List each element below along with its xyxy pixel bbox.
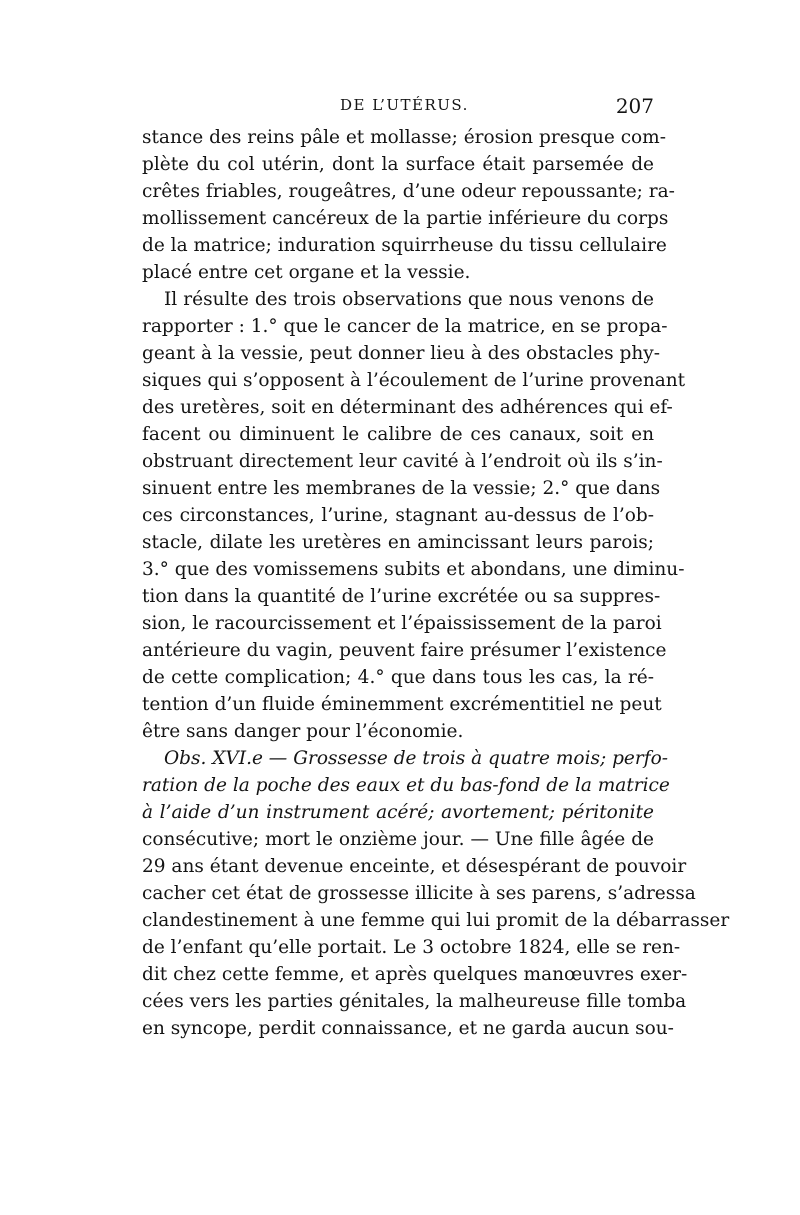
text-line: obstruant directement leur cavité à l’endroit où ils s’in- <box>142 451 663 472</box>
text-line: tion dans la quantité de l’urine excrétée ou sa suppres- <box>142 586 661 607</box>
text-line: ces circonstances, l’urine, stagnant au-dessus de l’ob- <box>142 505 654 526</box>
text-line: 3.° que des vomissemens subits et abondans, une diminu- <box>142 559 685 580</box>
body-text <box>142 124 730 1042</box>
text-line: de la matrice; induration squirrheuse du tissu cellulaire <box>142 235 667 256</box>
text-line: consécutive; mort le onzième jour. — Une fille âgée de <box>142 829 654 850</box>
text-line: sion, le racourcissement et l’épaississement de la paroi <box>142 613 662 634</box>
text-line: stacle, dilate les uretères en amincissant leurs parois; <box>142 532 654 553</box>
text-line: rapporter : 1.° que le cancer de la matrice, en se propa- <box>142 316 668 337</box>
observation-heading-line: ration de la poche des eaux et du bas-fond de la matrice <box>142 775 670 796</box>
text-line: cacher cet état de grossesse illicite à ses parens, s’adressa <box>142 883 696 904</box>
text-line: geant à la vessie, peut donner lieu à des obstacles phy- <box>142 343 660 364</box>
page-number: 207 <box>615 94 654 118</box>
text-line: sinuent entre les membranes de la vessie; 2.° que dans <box>142 478 661 499</box>
text-line: mollissement cancéreux de la partie inférieure du corps <box>142 208 669 229</box>
text-line: siques qui s’opposent à l’écoulement de l’urine provenant <box>142 370 686 391</box>
observation-heading-line: Obs. XVI.e — Grossesse de trois à quatre mois; perfo- <box>164 748 668 769</box>
text-line: plète du col utérin, dont la surface était parsemée de <box>142 154 654 175</box>
text-line: 29 ans étant devenue enceinte, et désespérant de pouvoir <box>142 856 687 877</box>
text-line: stance des reins pâle et mollasse; érosion presque com- <box>142 127 666 148</box>
text-line: crêtes friables, rougeâtres, d’une odeur repoussante; ra- <box>142 181 675 202</box>
text-line: des uretères, soit en déterminant des adhérences qui ef- <box>142 397 673 418</box>
observation-heading-line: à l’aide d’un instrument acéré; avortement; péritonite <box>142 802 654 823</box>
text-line: cées vers les parties génitales, la malheureuse fille tomba <box>142 991 687 1012</box>
text-line: dit chez cette femme, et après quelques manœuvres exer- <box>142 964 688 985</box>
page-header <box>142 94 654 124</box>
text-line: placé entre cet organe et la vessie. <box>142 262 471 283</box>
text-line: antérieure du vagin, peuvent faire présumer l’existence <box>142 640 667 661</box>
text-line: Il résulte des trois observations que nous venons de <box>164 289 654 310</box>
text-line: tention d’un fluide éminemment excrémentitiel ne peut <box>142 694 662 715</box>
text-line: de l’enfant qu’elle portait. Le 3 octobre 1824, elle se ren- <box>142 937 681 958</box>
text-line: clandestinement à une femme qui lui promit de la débarrasser <box>142 910 730 931</box>
text-line: en syncope, perdit connaissance, et ne garda aucun sou- <box>142 1018 674 1039</box>
text-line: de cette complication; 4.° que dans tous les cas, la ré- <box>142 667 654 688</box>
text-line: facent ou diminuent le calibre de ces canaux, soit en <box>142 424 654 445</box>
running-title: DE L’UTÉRUS. <box>340 96 469 114</box>
text-line: être sans danger pour l’économie. <box>142 721 464 742</box>
